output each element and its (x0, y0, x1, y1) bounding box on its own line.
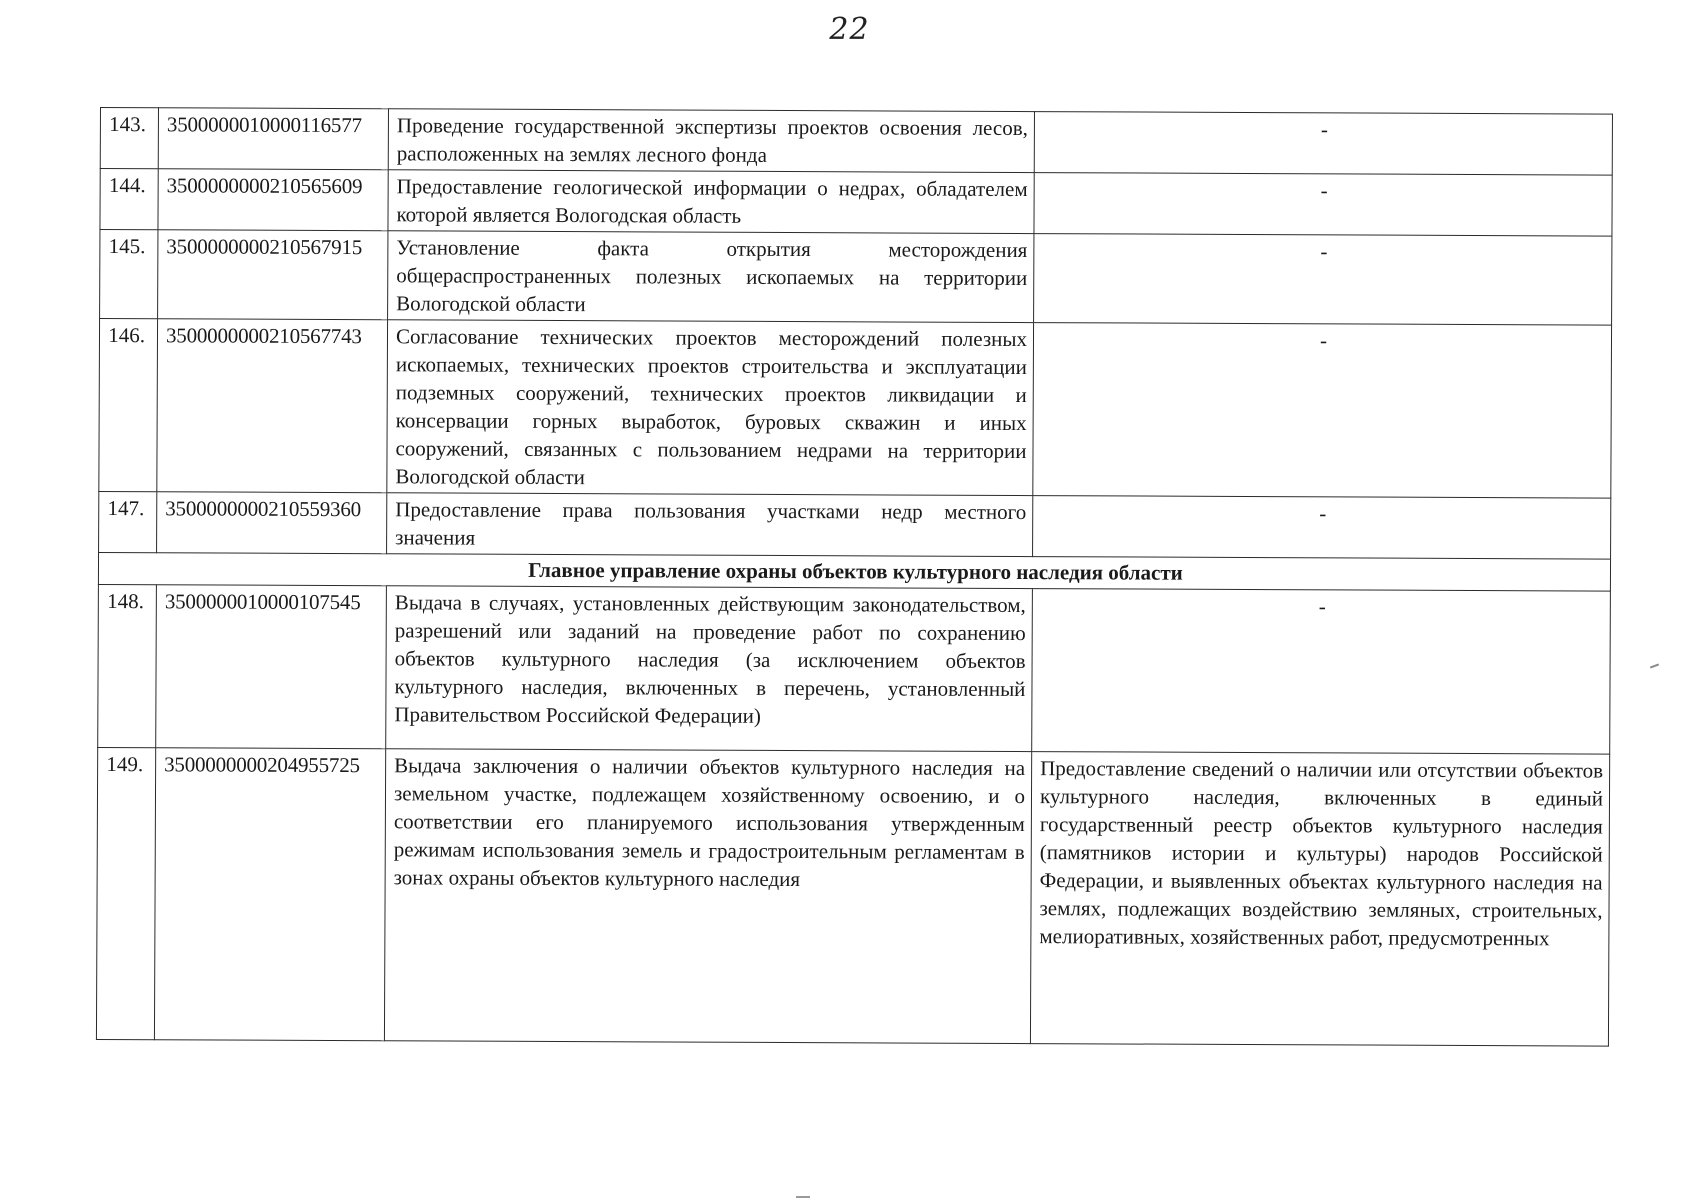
service-code: 3500000000210567743 (157, 319, 388, 493)
table-row (100, 108, 1612, 176)
scan-mark (796, 1196, 810, 1198)
service-name: Согласование технических проектов месторождений полезных ископаемых, технических проектов строительства и эксплуатации подземных сооружений, технических проектов ликвидации и консервации горных выработок, буровых скважин и иных сооружений, связанных с пользованием недрами на территории Вологодской области (387, 320, 1034, 496)
service-code: 3500000000210565609 (158, 169, 388, 231)
service-name: Установление факта открытия месторождения общераспространенных полезных ископаемых на территории Вологодской области (388, 231, 1034, 323)
service-name: Предоставление геологической информации о недрах, обладателем которой является Вологодская область (388, 170, 1034, 234)
row-number: 148. (98, 584, 157, 747)
service-name: Предоставление права пользования участками недр местного значения (387, 493, 1033, 557)
related-service: - (1033, 323, 1612, 499)
service-name: Выдача в случаях, установленных действующим законодательством, разрешений или заданий на проведение работ по сохранению объектов культурного наследия (за исключением объектов культурного наследия, включенных в перечень, установленный Правительством Российской Федерации) (386, 586, 1033, 752)
related-service: - (1034, 234, 1612, 326)
row-number: 149. (96, 747, 155, 1039)
service-code: 3500000000204955725 (154, 748, 385, 1041)
table-row (99, 491, 1611, 559)
service-code: 3500000000210567915 (158, 230, 388, 320)
related-service: - (1034, 112, 1612, 176)
table-row (96, 747, 1609, 1046)
related-service: - (1032, 589, 1611, 755)
section-title: Главное управление охраны объектов культурного наследия области (98, 552, 1610, 591)
related-service: Предоставление сведений о наличии или отсутствии объектов культурного наследия, включенных в единый государственный реестр объектов культурного наследия (памятников истории и культуры) народов Российской Федерации, и выявленных объектах культурного наследия на землях, подлежащих воздействию земляных, строительных, мелиоративных, хозяйственных работ, предусмотренных (1030, 752, 1609, 1047)
row-number: 144. (100, 169, 158, 230)
row-number: 146. (99, 319, 158, 492)
row-number: 147. (99, 491, 157, 552)
row-number: 143. (100, 108, 158, 169)
table-row (100, 230, 1612, 326)
service-name: Выдача заключения о наличии объектов культурного наследия на земельном участке, подлежащем хозяйственному освоению, и о соответствии его планируемого использования утвержденным режимам использования земель и градостроительным регламентам в зонах охраны объектов культурного наследия (384, 749, 1031, 1044)
service-code: 3500000000210559360 (157, 492, 387, 554)
related-service: - (1033, 496, 1611, 560)
table-row (98, 584, 1611, 754)
scan-mark (1650, 664, 1659, 669)
row-number: 145. (100, 230, 158, 319)
page-number: 22 (829, 12, 870, 47)
table-row (100, 169, 1612, 237)
service-code: 3500000010000107545 (156, 585, 387, 749)
services-table (96, 107, 1613, 1047)
service-code: 3500000010000116577 (158, 108, 388, 170)
related-service: - (1034, 173, 1612, 237)
table-row (99, 319, 1612, 499)
service-name: Проведение государственной экспертизы проектов освоения лесов, расположенных на землях лесного фонда (388, 109, 1034, 173)
